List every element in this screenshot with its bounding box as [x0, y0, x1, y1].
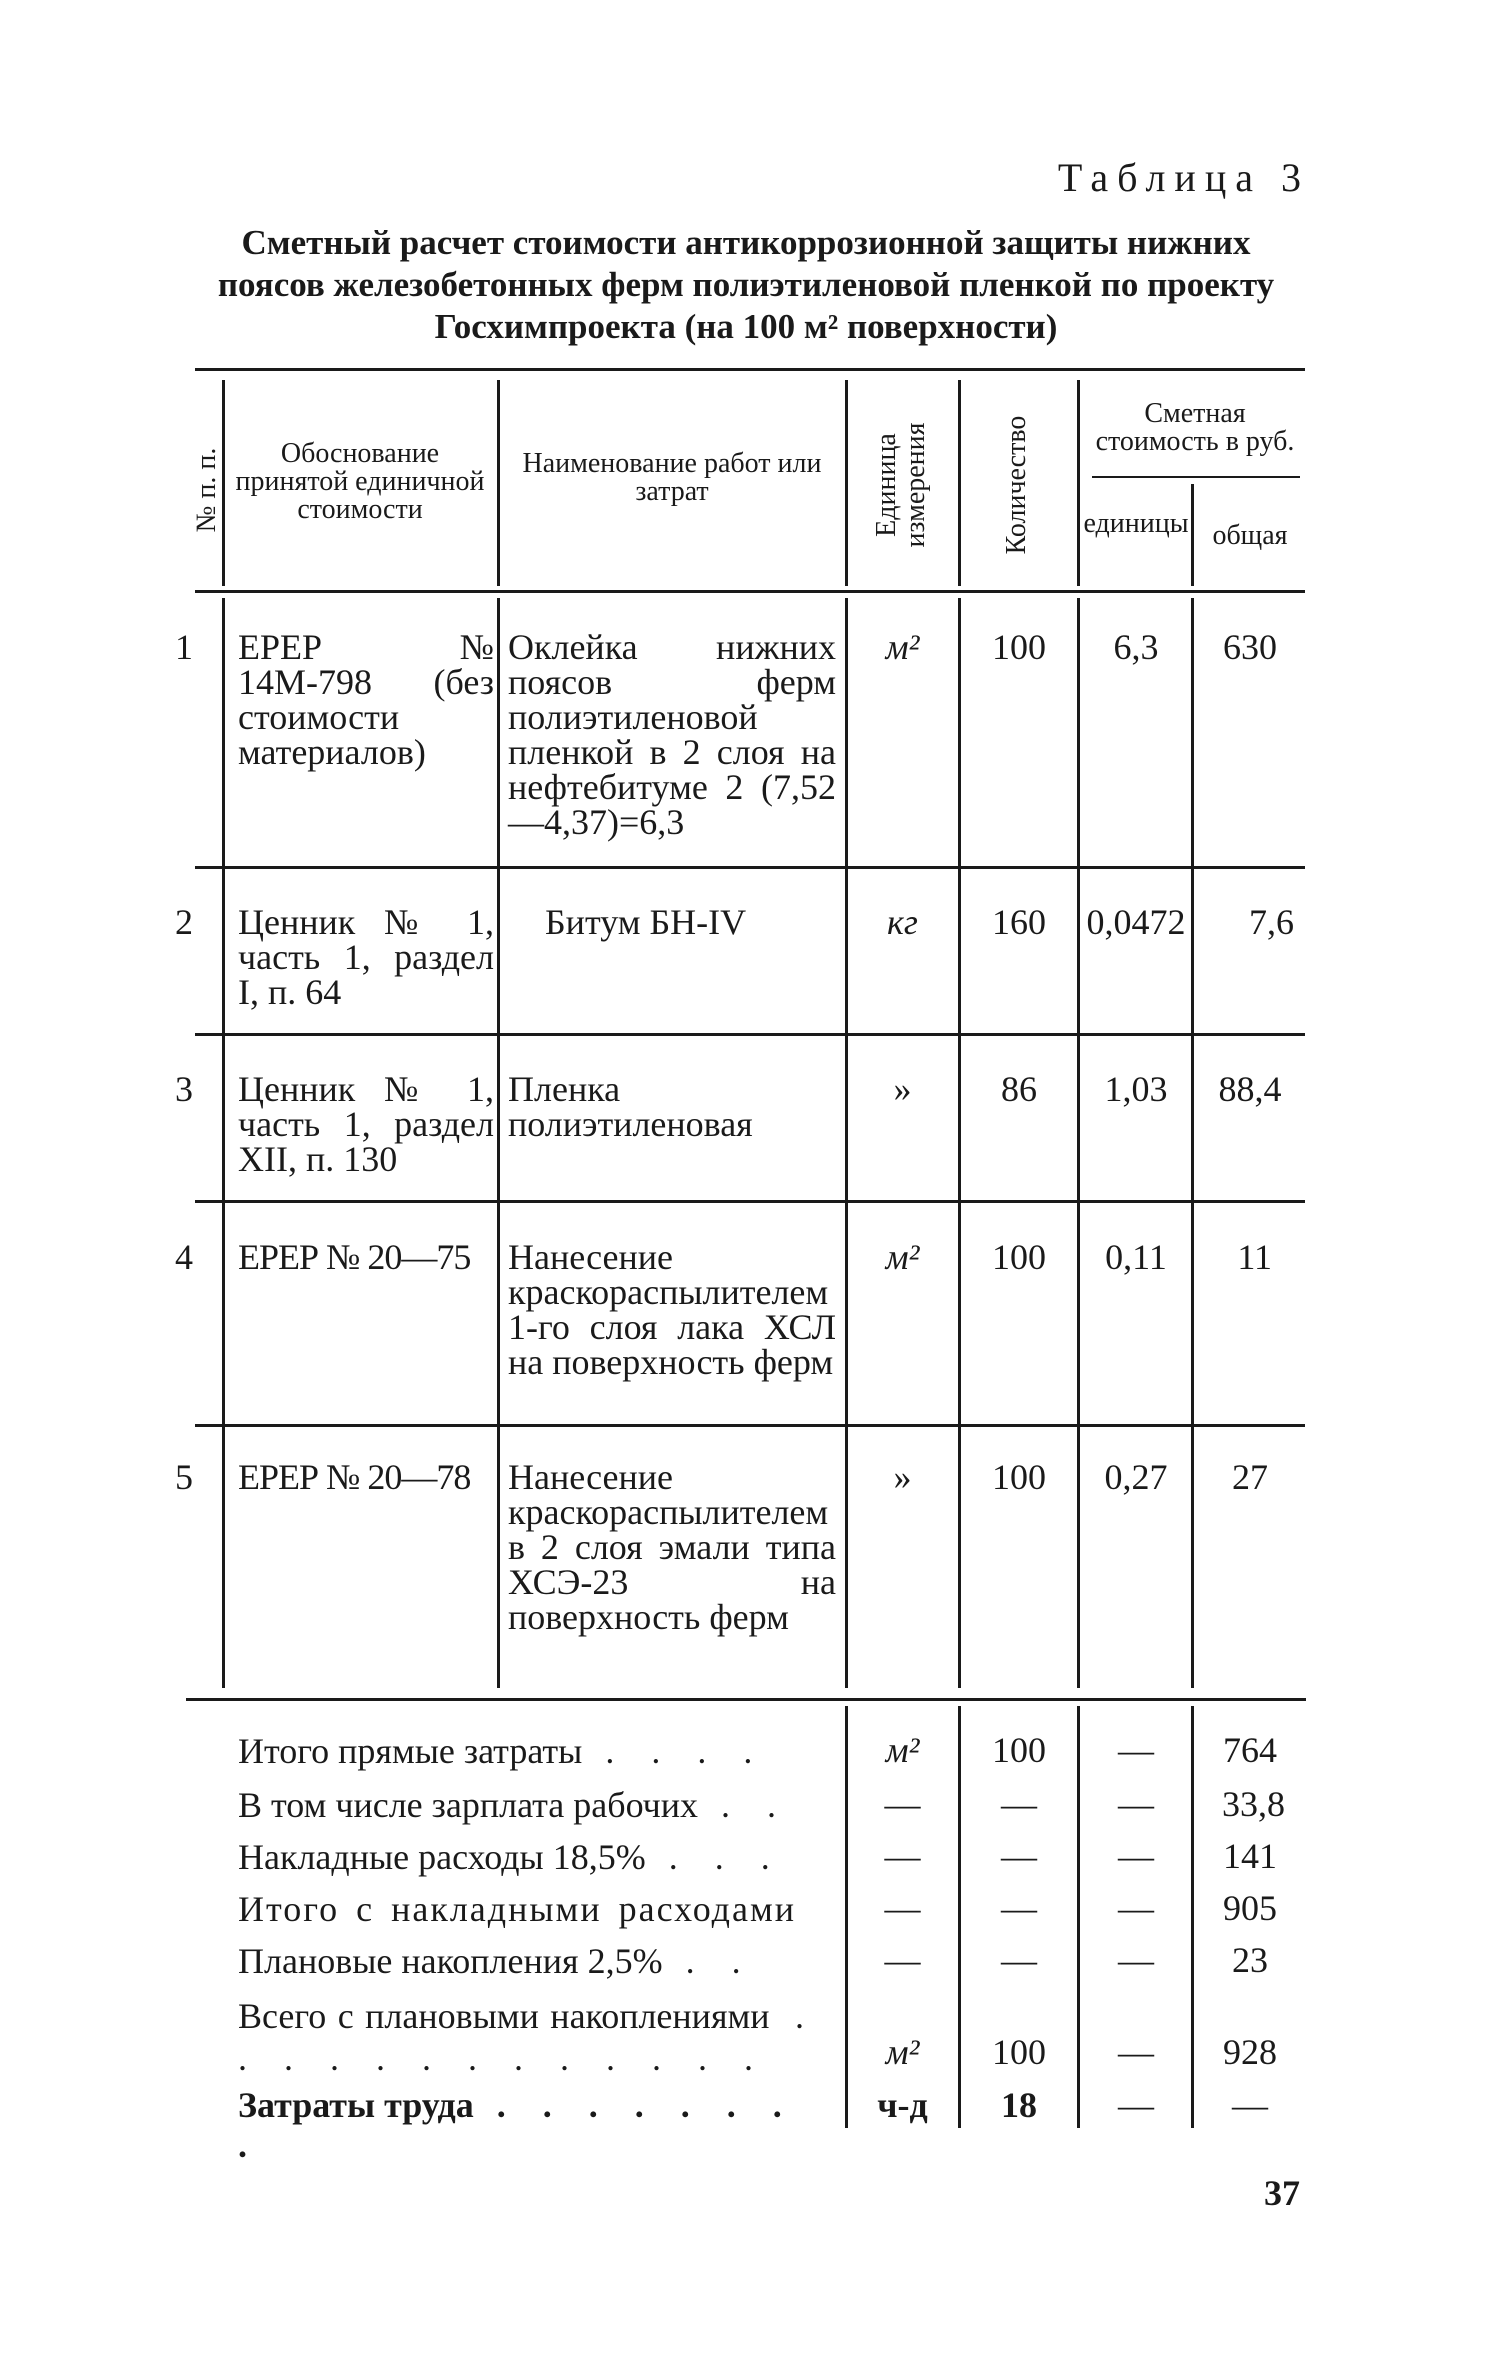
summary-cost-total: 905 [1223, 1888, 1277, 1928]
summary-cost-unit: — [1118, 1730, 1154, 1770]
summary-cost-total: — [1232, 2085, 1268, 2125]
summary-cost-total: 764 [1223, 1730, 1277, 1770]
header-cost-unit: единицы [1083, 508, 1189, 539]
rule-row-3 [195, 1200, 1305, 1203]
row-basis: ЕРЕР № 14М-798 (без стоимости материалов) [238, 627, 494, 772]
rule-v-body-4 [958, 598, 961, 1688]
row-num: 5 [175, 1457, 193, 1497]
header-num: № п. п. [191, 447, 222, 533]
summary-label: Плановые накопления 2,5% . . [238, 1941, 755, 1981]
row-name: Битум БН-IV [545, 902, 747, 942]
summary-qty: — [1001, 1836, 1037, 1876]
rule-v-summary-3 [1077, 1706, 1080, 2128]
rule-v-body-5 [1077, 598, 1080, 1688]
summary-cost-unit: — [1118, 1836, 1154, 1876]
row-cost-unit: 0,27 [1104, 1457, 1168, 1497]
summary-cost-unit: — [1118, 2085, 1154, 2125]
row-qty: 100 [992, 1457, 1046, 1497]
row-num: 2 [175, 902, 193, 942]
rule-v-body-1 [222, 598, 225, 1688]
rule-table-bottom [186, 1698, 1306, 1701]
header-name: Наименование работ или затрат [522, 448, 822, 507]
row-basis: Ценник № 1, часть 1, раздел I, п. 64 [238, 902, 494, 1012]
row-cost-total: 88,4 [1218, 1069, 1282, 1109]
row-basis: ЕРЕР № 20—78 [238, 1457, 471, 1497]
row-num: 1 [175, 627, 193, 667]
row-unit: кг [887, 902, 918, 942]
summary-label: Всего с плановыми накоплениями . . . . . . . . . . . . . [238, 1996, 819, 2078]
rule-v-header-1 [222, 380, 225, 586]
row-num: 3 [175, 1069, 193, 1109]
row-unit: » [893, 1457, 912, 1497]
summary-qty: — [1001, 1940, 1037, 1980]
row-cost-unit: 0,0472 [1086, 902, 1186, 942]
summary-qty: 100 [992, 2032, 1046, 2072]
rule-v-body-3 [845, 598, 848, 1688]
rule-v-summary-4 [1191, 1706, 1194, 2128]
summary-qty: 100 [992, 1730, 1046, 1770]
row-basis: ЕРЕР № 20—75 [238, 1237, 471, 1277]
rule-v-body-2 [497, 598, 500, 1688]
summary-label: Итого прямые затраты . . . . [238, 1731, 767, 1771]
summary-unit: м² [885, 2032, 920, 2072]
summary-unit: — [884, 1784, 921, 1824]
row-name: Оклейка нижних поясов ферм полиэтиленовой пленкой в 2 слоя на нефтебитуме 2 (7,52—4,37)=6,3 [508, 627, 836, 842]
summary-label: Накладные расходы 18,5% . . . [238, 1837, 784, 1877]
row-num: 4 [175, 1237, 193, 1277]
row-name: Пленка полиэтиленовая [508, 1069, 753, 1144]
summary-cost-total: 928 [1223, 2032, 1277, 2072]
summary-qty: — [1001, 1888, 1037, 1928]
summary-qty: — [1001, 1784, 1037, 1824]
summary-unit: м² [885, 1730, 920, 1770]
header-cost-total: общая [1212, 520, 1288, 551]
rule-v-header-6 [1191, 484, 1194, 586]
row-qty: 86 [1001, 1069, 1037, 1109]
row-name: Нанесение краскораспылителем 1-го слоя лака ХСЛ на поверхность ферм [508, 1237, 836, 1382]
row-cost-total: 630 [1223, 627, 1277, 667]
table-caption: Сметный расчет стоимости антикоррозионной защиты нижних поясов железобетонных ферм полиэтиленовой пленкой по проекту Госхимпроекта (на 100 м² поверхности) [217, 223, 1275, 346]
rule-v-header-2 [497, 380, 500, 586]
summary-cost-unit: — [1118, 1888, 1154, 1928]
row-name: Нанесение краскораспылителем в 2 слоя эмали типа ХСЭ-23 на поверхность ферм [508, 1457, 836, 1637]
row-cost-unit: 0,11 [1105, 1237, 1167, 1277]
row-qty: 100 [992, 1237, 1046, 1277]
row-unit: м² [885, 1237, 920, 1277]
row-cost-unit: 1,03 [1104, 1069, 1168, 1109]
row-cost-total: 27 [1232, 1457, 1268, 1497]
rule-row-1 [195, 866, 1305, 869]
header-basis: Обоснование принятой единичной стоимости [235, 438, 485, 525]
rule-top [195, 368, 1305, 371]
summary-cost-unit: — [1118, 1784, 1154, 1824]
header-qty: Количество [1001, 415, 1032, 555]
row-cost-total: 7,6 [1249, 902, 1294, 942]
rule-row-2 [195, 1033, 1305, 1036]
row-unit: м² [885, 627, 920, 667]
summary-cost-unit: — [1118, 1940, 1154, 1980]
rule-row-4 [195, 1424, 1305, 1427]
header-cost-group: Сметная стоимость в руб. [1095, 398, 1295, 457]
row-qty: 100 [992, 627, 1046, 667]
row-unit: » [893, 1069, 912, 1109]
row-basis: Ценник № 1, часть 1, раздел XII, п. 130 [238, 1069, 494, 1179]
header-unit: Единица измерения [871, 422, 931, 548]
summary-label: Итого с накладными расходами [238, 1889, 797, 1929]
summary-unit: — [884, 1888, 921, 1928]
summary-unit: ч-д [877, 2085, 928, 2125]
rule-v-summary-2 [958, 1706, 961, 2128]
summary-cost-unit: — [1118, 2032, 1154, 2072]
rule-v-header-3 [845, 380, 848, 586]
rule-v-summary-1 [845, 1706, 848, 2128]
rule-v-header-5 [1077, 380, 1080, 586]
row-cost-total: 11 [1237, 1237, 1272, 1277]
row-qty: 160 [992, 902, 1046, 942]
row-cost-unit: 6,3 [1113, 627, 1159, 667]
summary-qty: 18 [1001, 2085, 1037, 2125]
page-number: 37 [1264, 2173, 1300, 2213]
summary-cost-total: 23 [1232, 1940, 1268, 1980]
rule-v-header-4 [958, 380, 961, 586]
summary-label: В том числе зарплата рабочих . . [238, 1785, 791, 1825]
summary-unit: — [884, 1940, 921, 1980]
rule-header-bottom [195, 590, 1305, 593]
summary-unit: — [884, 1836, 921, 1876]
rule-v-body-6 [1191, 598, 1194, 1688]
rule-cost-subheader [1092, 476, 1300, 478]
table-label: Таблица 3 [1057, 155, 1310, 200]
summary-label: Затраты труда . . . . . . . . [238, 2085, 796, 2165]
summary-cost-total: 33,8 [1222, 1784, 1285, 1824]
summary-cost-total: 141 [1223, 1836, 1277, 1876]
